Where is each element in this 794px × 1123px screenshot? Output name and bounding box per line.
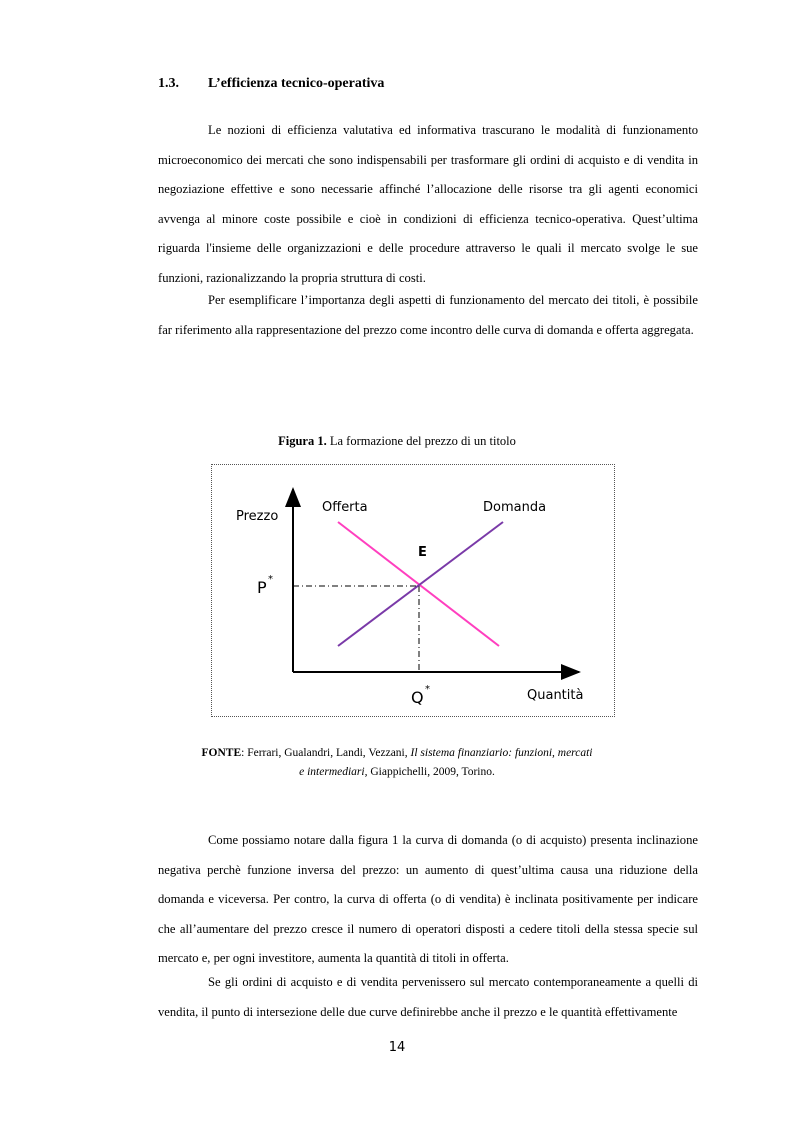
- section-number: 1.3.: [158, 76, 179, 91]
- source-title-line1: Il sistema finanziario: funzioni, mercati: [410, 747, 593, 759]
- offerta-label: Offerta: [322, 500, 368, 515]
- figure-source: [0, 744, 794, 782]
- source-title-line2: e intermediari,: [299, 766, 368, 778]
- price-label: P: [257, 578, 267, 597]
- quantity-star: *: [425, 684, 430, 695]
- supply-demand-diagram: [212, 465, 614, 716]
- figure-caption-text: La formazione del prezzo di un titolo: [326, 434, 516, 448]
- x-axis-label: Quantità: [527, 688, 584, 703]
- section-title: L’efficienza tecnico-operativa: [208, 76, 385, 91]
- source-publisher: Giappichelli, 2009, Torino.: [367, 766, 495, 778]
- section-heading: [158, 76, 384, 92]
- source-authors: : Ferrari, Gualandri, Landi, Vezzani,: [241, 747, 411, 759]
- figure-caption-label: Figura 1.: [278, 434, 327, 448]
- domanda-label: Domanda: [483, 500, 547, 515]
- quantity-label: Q: [411, 688, 424, 707]
- page-number: 14: [388, 1040, 406, 1055]
- y-axis-label: Prezzo: [236, 509, 279, 524]
- paragraph-2: Per esemplificare l’importanza degli aspetti di funzionamento del mercato dei titoli, è possibile far riferimento alla rappresentazione del prezzo come incontro delle curva di domanda e offerta aggregata.: [158, 293, 698, 337]
- figure-box: [211, 464, 615, 717]
- figure-caption: [0, 434, 794, 449]
- price-star: *: [268, 574, 273, 585]
- source-label: FONTE: [201, 747, 242, 759]
- paragraph-4: Se gli ordini di acquisto e di vendita pervenissero sul mercato contemporaneamente a quelli di vendita, il punto di intersezione delle due curve definirebbe anche il prezzo e le quantità effettivamente: [158, 975, 698, 1019]
- paragraph-3: Come possiamo notare dalla figura 1 la curva di domanda (o di acquisto) presenta inclinazione negativa perchè funzione inversa del prezzo: un aumento di quest’ultima causa una riduzione della domanda e viceversa. Per contro, la curva di offerta (o di vendita) è inclinata positivamente per indicare che all’aumentare del prezzo cresce il numero di operatori disposti a cedere titoli della stessa specie sul mercato e, per ogni investitore, aumenta la quantità di titoli in offerta.: [158, 833, 698, 965]
- paragraph-1: Le nozioni di efficienza valutativa ed informativa trascurano le modalità di funzionamento microeconomico dei mercati che sono indispensabili per trasformare gli ordini di acquisto e di vendita in negoziazione effettive e sono necessarie affinché l’allocazione delle risorse tra gli agenti economici avvenga al minore coste possibile e cioè in condizioni di efficienza tecnico-operativa. Quest’ultima riguarda l'insieme delle organizzazioni e delle procedure attraverso le quali il mercato svolge le sue funzioni, razionalizzando la propria struttura di costi.: [158, 123, 698, 285]
- equilibrium-label: E: [418, 545, 427, 560]
